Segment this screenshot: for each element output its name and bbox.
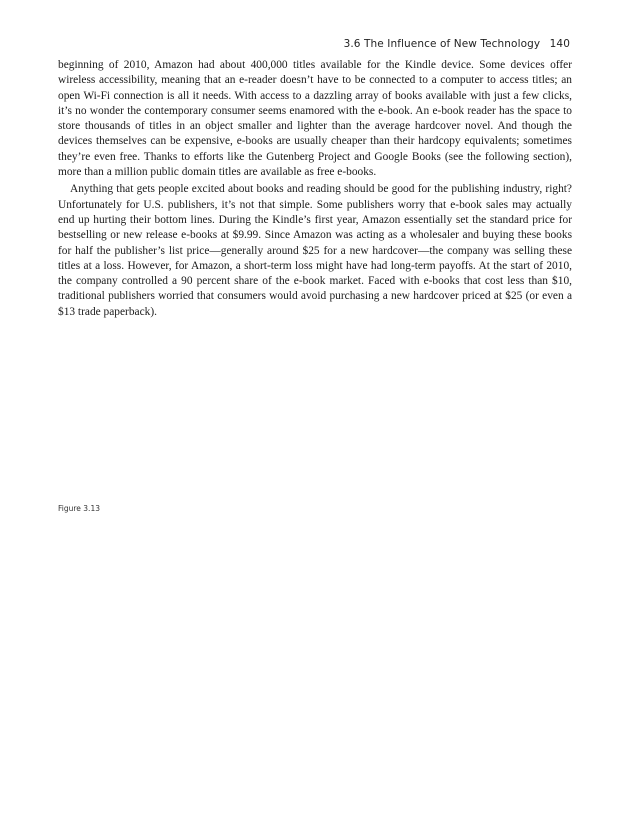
- paragraph: Anything that gets people excited about books and reading should be good for the publishing industry, right? Unfortunately for U.S. publishers, it’s not that simple. Some publishers worry that e-book sales may actually end up hurting their bottom lines. During the Kindle’s first year, Amazon essentially set the standard price for bestselling or new release e-books at $9.99. Since Amazon was acting as a wholesaler and buying these books for half the publisher’s list price—generally around $25 for a new hardcover—the company was selling these titles at a loss. However, for Amazon, a short-term loss might have had long-term payoffs. At the start of 2010, the company controlled a 90 percent share of the e-book market. Faced with e-books that cost less than $10, traditional publishers worried that consumers would avoid purchasing a new hardcover priced at $25 (or even a $13 trade paperback).: [58, 183, 572, 318]
- page-number: 140: [549, 38, 570, 50]
- body-text: [58, 58, 572, 320]
- figure-caption: Figure 3.13: [58, 504, 100, 513]
- running-head: [344, 38, 570, 50]
- paragraph-continued: beginning of 2010, Amazon had about 400,000 titles available for the Kindle device. Some devices offer wireless accessibility, meaning that an e-reader doesn’t have to be connected to a computer to access titles; an open Wi-Fi connection is all it needs. With access to a dazzling array of books available with just a few clicks, it’s no wonder the contemporary consumer seems enamored with the e-book. An e-book reader has the space to store thousands of titles in an object smaller and lighter than the average hardcover novel. And though the devices themselves can be expensive, e-books are usually cheaper than their hardcopy equivalents; sometimes they’re even free. Thanks to efforts like the Gutenberg Project and Google Books (see the following section), more than a million public domain titles are available as free e-books.: [58, 59, 572, 179]
- section-title: 3.6 The Influence of New Technology: [343, 38, 541, 50]
